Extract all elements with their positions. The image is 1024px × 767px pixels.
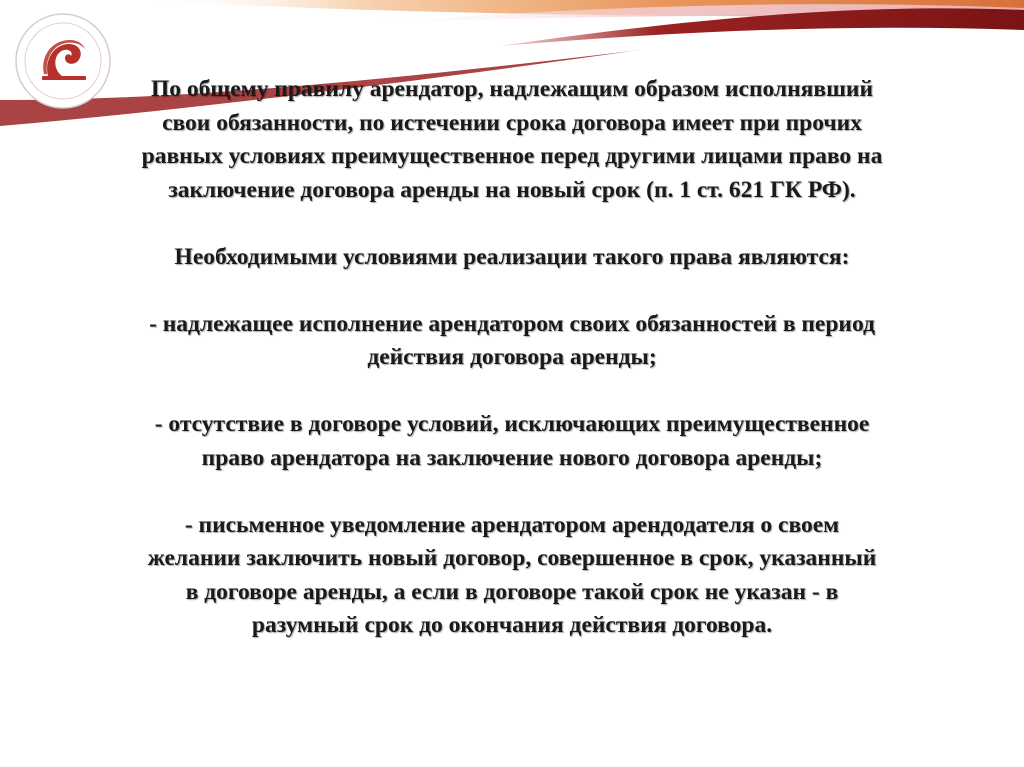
text-line: равных условиях преимущественное перед другими лицами право на <box>141 143 883 169</box>
text-line: право арендатора на заключение нового договора аренды; <box>201 444 823 471</box>
text-line: разумный срок до окончания действия договора. <box>251 612 773 638</box>
paragraph <box>50 241 974 275</box>
paragraph <box>50 408 974 475</box>
paragraph <box>50 308 974 375</box>
text-line: желании заключить новый договор, совершенное в срок, указанный <box>147 545 877 571</box>
slide-body-text <box>50 73 974 643</box>
text-line: - письменное уведомление арендатором арендодателя о своем <box>184 511 840 538</box>
text-line: По общему правилу арендатор, надлежащим образом исполнявший <box>151 76 873 102</box>
text-line: - надлежащее исполнение арендатором своих обязанностей в период <box>149 310 875 337</box>
text-line: в договоре аренды, а если в договоре такой срок не указан - в <box>185 578 839 605</box>
text-line: - отсутствие в договоре условий, исключающих преимущественное <box>154 411 870 437</box>
paragraph <box>50 73 974 207</box>
paragraph <box>50 509 974 643</box>
text-line: свои обязанности, по истечении срока договора имеет при прочих <box>162 109 862 136</box>
text-line: Необходимыми условиями реализации такого права являются: <box>174 243 850 270</box>
text-line: заключение договора аренды на новый срок (п. 1 ст. 621 ГК РФ). <box>168 176 856 203</box>
text-line: действия договора аренды; <box>367 344 657 370</box>
